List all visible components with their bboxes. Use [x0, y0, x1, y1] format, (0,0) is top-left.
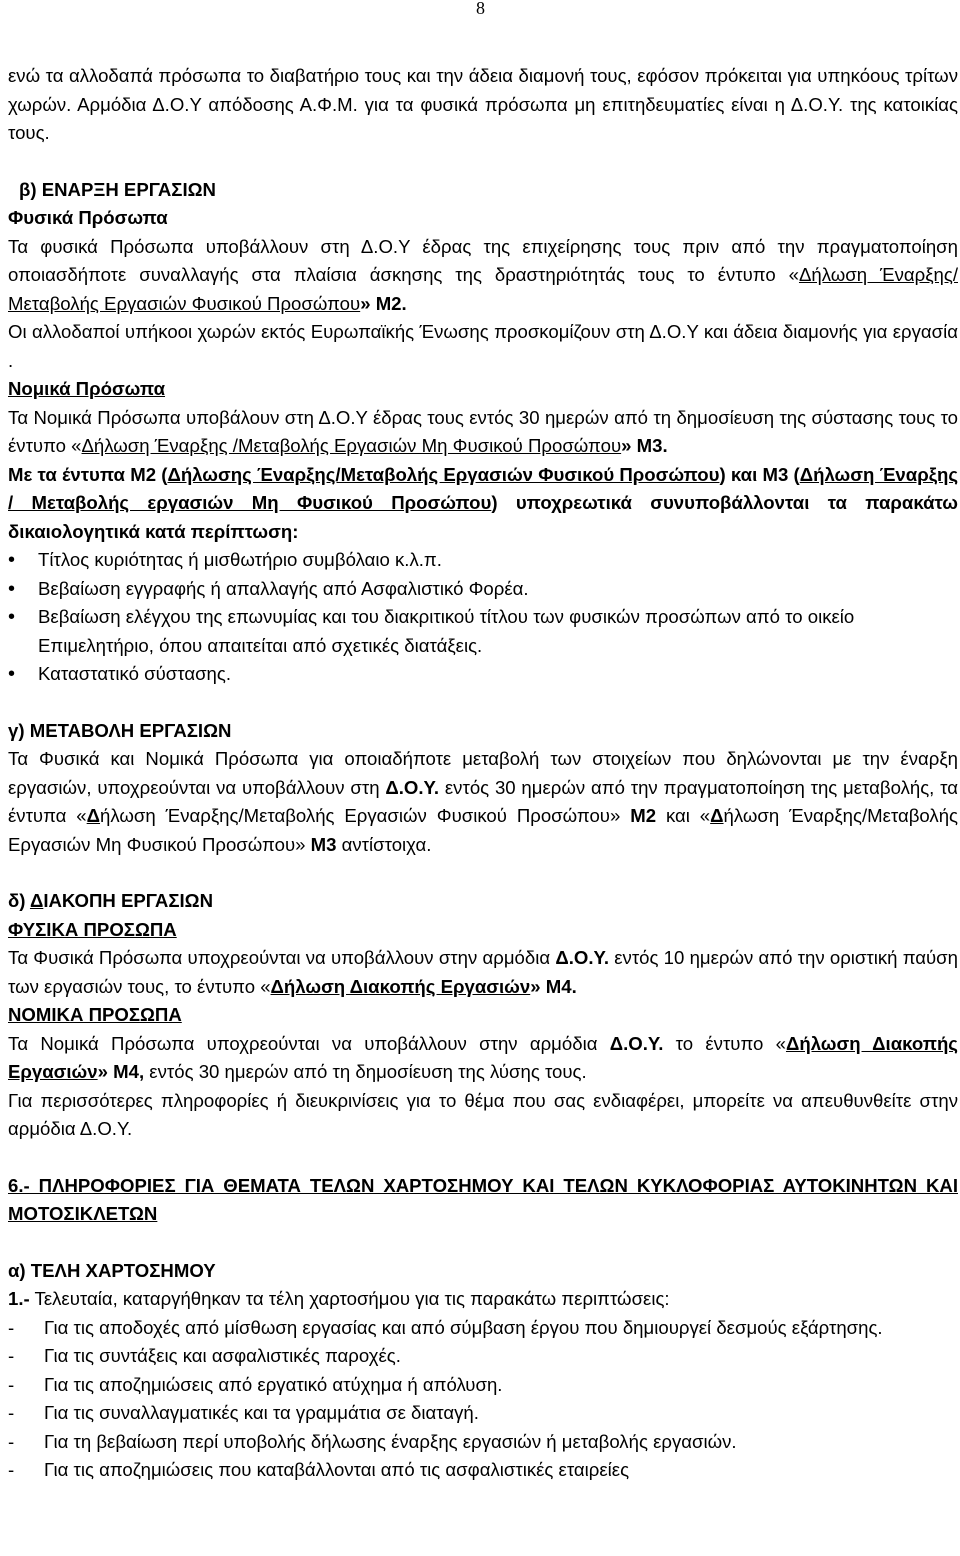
list-item-text: Για τις αποζημιώσεις από εργατικό ατύχημα ή απόλυση. — [44, 1373, 503, 1395]
section-d-legal-text-c: εντός 30 ημερών από τη δημοσίευση της λύσης τους. — [144, 1061, 587, 1082]
section-d-heading — [8, 887, 958, 916]
section-c-text-a: Τα Φυσικά και Νομικά Πρόσωπα για οποιαδήποτε μεταβολή των στοιχείων που δηλώνονται με την έναρξη εργασιών, υποχρεούνται να υποβάλλουν στη — [8, 748, 958, 798]
list-item-text: Για τις συντάξεις και ασφαλιστικές παροχές. — [44, 1345, 401, 1366]
section-b-heading: β) ΕΝΑΡΞΗ ΕΡΓΑΣΙΩΝ — [19, 178, 216, 200]
section-c-form-b: ήλωση Έναρξης/Μεταβολής Εργασιών Μη Φυσικού Προσώπου» — [8, 805, 959, 855]
section-c-form-b-letter: Δ — [710, 805, 724, 826]
docs-intro-a: Με τα έντυπα Μ2 ( — [8, 463, 168, 485]
section-c-text-c: και « — [656, 805, 711, 826]
list-item — [8, 1399, 958, 1428]
section-d-natural-doy: Δ.Ο.Υ. — [555, 947, 610, 968]
page-content — [8, 62, 958, 1485]
section-d-legal-code: » Μ4, — [97, 1061, 145, 1082]
natural-persons-text: Τα φυσικά Πρόσωπα υποβάλλουν στη Δ.Ο.Υ έδρας της επιχείρησης τους πριν από την πραγματοποίηση οποιασδήποτε συναλλαγής στα πλαίσια άσκησης της δραστηριότητάς τους το έντυπο « — [8, 235, 958, 285]
section-d-legal-form: Δήλωση Διακοπής Εργασιών — [8, 1032, 958, 1082]
natural-persons-form: Δήλωση Έναρξης/ Μεταβολής Εργασιών Φυσικού Προσώπου — [8, 264, 958, 314]
spacer — [8, 148, 958, 176]
section-d-heading-letter: Δ — [29, 890, 44, 911]
natural-persons-heading: Φυσικά Πρόσωπα — [8, 207, 168, 228]
legal-persons-paragraph — [8, 404, 958, 461]
section-d-natural-text-b: εντός 10 ημερών από την οριστική παύση των εργασιών τους, το έντυπο « — [8, 947, 959, 997]
section-6-heading: 6.- ΠΛΗΡΟΦΟΡΙΕΣ ΓΙΑ ΘΕΜΑΤΑ ΤΕΛΩΝ ΧΑΡΤΟΣΗΜΟΥ ΚΑΙ ΤΕΛΩΝ ΚΥΚΛΟΦΟΡΙΑΣ ΑΥΤΟΚΙΝΗΤΩΝ ΚΑΙ ΜΟΤΟΣΙΚΛΕΤΩΝ — [8, 1174, 958, 1224]
spacer — [8, 1229, 958, 1257]
docs-form-b: Δήλωση Έναρξης / Μεταβολής εργασιών Μη Φυσικού Προσώπου — [8, 463, 959, 513]
section-c-form-a: ήλωση Έναρξης/Μεταβολής Εργασιών Φυσικού Προσώπου» — [100, 805, 631, 826]
section-6-sub-heading: α) ΤΕΛΗ ΧΑΡΤΟΣΗΜΟΥ — [8, 1259, 216, 1281]
section-d-natural-paragraph — [8, 944, 958, 1001]
section-6-item — [8, 1285, 958, 1314]
section-c-code-a: Μ2 — [630, 805, 657, 826]
section-c-text-b: εντός 30 ημερών από την πραγματοποίηση της μεταβολής, τα έντυπα « — [8, 776, 958, 826]
section-c-form-a-letter: Δ — [86, 805, 101, 826]
list-item-text: Για τη βεβαίωση περί υποβολής δήλωσης έναρξης εργασιών ή μεταβολής εργασιών. — [44, 1430, 737, 1452]
abolished-stamp-duties-list — [8, 1314, 958, 1485]
natural-persons-code: » Μ2. — [360, 292, 407, 314]
section-6-item-number: 1.- — [8, 1288, 30, 1309]
section-d-heading-prefix: δ) — [8, 890, 30, 911]
section-d-heading-rest: ΙΑΚΟΠΗ ΕΡΓΑΣΙΩΝ — [43, 890, 214, 911]
section-c-doy: Δ.Ο.Υ. — [385, 776, 440, 798]
section-6-item-text: Τελευταία, καταργήθηκαν τα τέλη χαρτοσήμου για τις παρακάτω περιπτώσεις: — [29, 1288, 670, 1309]
required-documents-paragraph — [8, 461, 958, 547]
section-d-legal-doy: Δ.Ο.Υ. — [609, 1032, 664, 1054]
list-item: • Καταστατικό σύστασης. — [8, 660, 958, 689]
list-item — [8, 1456, 958, 1485]
dash-marker: - — [8, 1316, 15, 1338]
section-d-legal-text-a: Τα Νομικά Πρόσωπα υποχρεούνται να υποβάλλουν στην αρμόδια — [8, 1032, 610, 1054]
docs-form-a: Δήλωσης Έναρξης/Μεταβολής Εργασιών Φυσικού Προσώπου — [167, 463, 720, 485]
section-c-heading: γ) ΜΕΤΑΒΟΛΗ ΕΡΓΑΣΙΩΝ — [8, 719, 232, 741]
legal-persons-form: Δήλωση Έναρξης /Μεταβολής Εργασιών Μη Φυσικού Προσώπου — [81, 435, 622, 456]
docs-intro-b: ) και Μ3 ( — [719, 463, 800, 485]
natural-persons-paragraph — [8, 233, 958, 319]
legal-persons-text: Τα Νομικά Πρόσωπα υποβάλουν στη Δ.Ο.Υ έδρας τους εντός 30 ημερών από τη δημοσίευση της σύστασης τους το έντυπο « — [8, 406, 958, 456]
section-d-natural-heading: ΦΥΣΙΚΑ ΠΡΟΣΩΠΑ — [8, 918, 177, 940]
section-c-code-b: Μ3 — [310, 833, 337, 855]
docs-intro-c: ) υποχρεωτικά συνυποβάλλονται τα παρακάτω δικαιολογητικά κατά περίπτωση: — [8, 492, 958, 542]
dash-marker: - — [8, 1373, 15, 1395]
section-d-natural-text-a: Τα Φυσικά Πρόσωπα υποχρεούνται να υποβάλλουν στην αρμόδια — [8, 947, 556, 968]
legal-persons-code: » Μ3. — [621, 435, 668, 456]
dash-marker: - — [8, 1459, 15, 1480]
legal-persons-heading: Νομικά Πρόσωπα — [8, 378, 166, 399]
list-item: • Βεβαίωση ελέγχου της επωνυμίας και του διακριτικού τίτλου των φυσικών προσώπων από το οικείο Επιμελητήριο, όπου απαιτείται από σχετικές διατάξεις. — [8, 603, 958, 660]
section-d-legal-text-b: το έντυπο « — [663, 1032, 786, 1054]
list-item — [8, 1428, 958, 1457]
spacer — [8, 689, 958, 717]
list-item-text: Για τις αποζημιώσεις που καταβάλλονται από τις ασφαλιστικές εταιρείες — [44, 1459, 630, 1480]
section-c-paragraph — [8, 745, 958, 859]
intro-paragraph: ενώ τα αλλοδαπά πρόσωπα το διαβατήριο τους και την άδεια διαμονή τους, εφόσον πρόκειται για υπηκόους τρίτων χωρών. Αρμόδια Δ.Ο.Υ απόδοσης Α.Φ.Μ. για τα φυσικά πρόσωπα μη επιτηδευματίες είναι η Δ.Ο.Υ. της κατοικίας τους. — [8, 65, 958, 143]
list-item — [8, 1314, 958, 1343]
section-c-text-d: αντίστοιχα. — [336, 833, 432, 855]
list-item: • Τίτλος κυριότητας ή μισθωτήριο συμβόλαιο κ.λ.π. — [8, 546, 958, 575]
dash-marker: - — [8, 1430, 15, 1452]
section-d-info-paragraph: Για περισσότερες πληροφορίες ή διευκρινίσεις για το θέμα που σας ενδιαφέρει, μπορείτε να απευθυνθείτε στην αρμόδια Δ.Ο.Υ. — [8, 1089, 958, 1139]
foreigners-paragraph: Οι αλλοδαποί υπήκοοι χωρών εκτός Ευρωπαϊκής Ένωσης προσκομίζουν στη Δ.Ο.Υ και άδεια διαμονής για εργασία . — [8, 321, 958, 371]
list-item — [8, 1371, 958, 1400]
list-item: • Βεβαίωση εγγραφής ή απαλλαγής από Ασφαλιστικό Φορέα. — [8, 575, 958, 604]
page-number: 8 — [476, 0, 485, 18]
dash-marker: - — [8, 1402, 15, 1423]
section-d-natural-form: Δήλωση Διακοπής Εργασιών — [270, 975, 531, 997]
spacer — [8, 859, 958, 887]
section-d-natural-code: » Μ4. — [530, 975, 577, 997]
list-item-text: Για τις συναλλαγματικές και τα γραμμάτια σε διαταγή. — [44, 1402, 479, 1423]
spacer — [8, 1144, 958, 1172]
list-item-text: Για τις αποδοχές από μίσθωση εργασίας και από σύμβαση έργου που δημιουργεί δεσμούς εξάρτησης. — [44, 1316, 883, 1338]
section-d-legal-paragraph — [8, 1030, 958, 1087]
required-documents-list — [8, 546, 958, 689]
list-item — [8, 1342, 958, 1371]
section-d-legal-heading: ΝΟΜΙΚΑ ΠΡΟΣΩΠΑ — [8, 1004, 182, 1025]
dash-marker: - — [8, 1345, 15, 1366]
